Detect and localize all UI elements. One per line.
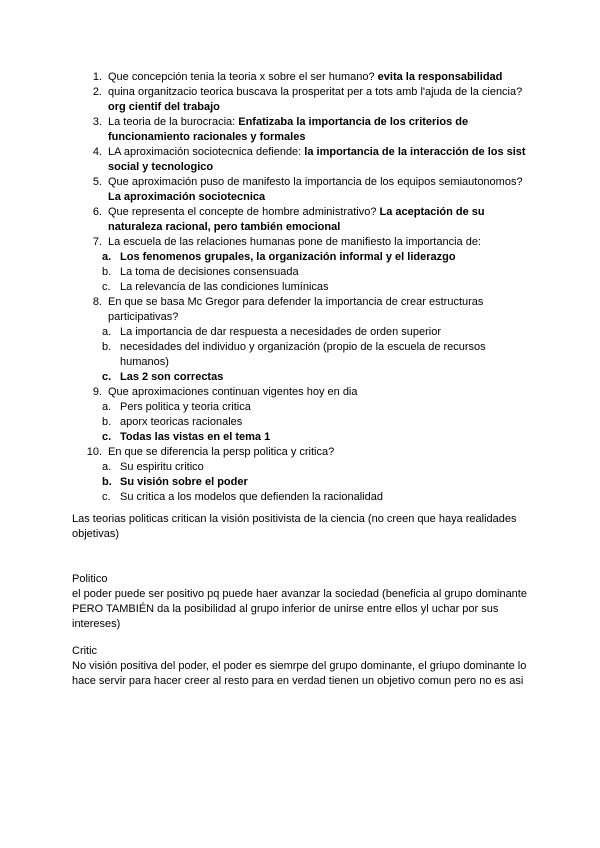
question-text: En que se diferencia la persp politica y critica? [108, 446, 335, 458]
option-text: Las 2 son correctas [120, 371, 224, 383]
option-a [84, 325, 536, 340]
option-letter: a. [102, 401, 112, 413]
question-text: Que representa el concepte de hombre administrativo? [108, 206, 377, 218]
politico-heading: Politico [72, 573, 108, 585]
option-letter: c. [102, 431, 112, 443]
question-text: Que aproximaciones continuan vigentes hoy en dia [108, 386, 358, 398]
question-text: LA aproximación sociotecnica defiende: [108, 146, 302, 158]
question-number: 6. [92, 206, 102, 218]
question-6 [84, 205, 536, 235]
question-9 [84, 385, 536, 400]
option-b [84, 475, 536, 490]
question-text: La escuela de las relaciones humanas pone de manifiesto la importancia de: [108, 236, 482, 248]
option-text: Su visión sobre el poder [120, 476, 248, 488]
question-text: quina organitzacio teorica buscava la prosperitat per a tots amb l'ajuda de la ciencia? [108, 86, 523, 98]
option-text: necesidades del individuo y organización (propio de la escuela de recursos humanos) [120, 341, 486, 368]
politico-text: el poder puede ser positivo pq puede haer avanzar la sociedad (beneficia al grupo dominante PERO TAMBIÉN da la posibilidad al grupo inferior de unirse entre ellos yl uchar por sus intereses) [72, 588, 527, 630]
question-text: En que se basa Mc Gregor para defender la importancia de crear estructuras participativas? [108, 296, 484, 323]
question-number: 7. [92, 236, 102, 248]
answer-text: La aceptación de su naturaleza racional, pero también emocional [108, 206, 485, 233]
option-letter: a. [102, 461, 112, 473]
option-a [84, 400, 536, 415]
question-8 [84, 295, 536, 325]
option-letter: b. [102, 416, 112, 428]
answer-text: evita la responsabilidad [377, 71, 503, 83]
answer-text: Enfatizaba la importancia de los criterios de funcionamiento racionales y formales [108, 116, 469, 143]
answer-text: org cientif del trabajo [108, 101, 220, 113]
answer-text: La aproximación sociotecnica [108, 191, 266, 203]
question-7 [84, 235, 536, 250]
option-text: La toma de decisiones consensuada [120, 266, 299, 278]
notes-intro: Las teorias politicas critican la visión positivista de la ciencia (no creen que haya realidades objetivas) [72, 513, 517, 540]
option-letter: c. [102, 371, 112, 383]
option-text: Pers politica y teoria critica [120, 401, 251, 413]
question-number: 9. [92, 386, 102, 398]
option-c [84, 280, 536, 295]
question-4 [84, 145, 536, 175]
option-letter: b. [102, 266, 112, 278]
question-number: 5. [92, 176, 102, 188]
question-text: Que concepción tenia la teoria x sobre el ser humano? [108, 71, 375, 83]
option-letter: c. [102, 281, 111, 293]
option-text: Todas las vistas en el tema 1 [120, 431, 271, 443]
option-letter: a. [102, 251, 112, 263]
critic-text: No visión positiva del poder, el poder es siemrpe del grupo dominante, el griupo dominante lo hace servir para hacer creer al resto para en verdad tienen un objetivo comun pero no es asi [72, 660, 527, 687]
question-text: La teoria de la burocracia: [108, 116, 236, 128]
option-letter: c. [102, 491, 111, 503]
question-3 [84, 115, 536, 145]
option-a [84, 250, 536, 265]
option-text: Su critica a los modelos que defienden la racionalidad [120, 491, 383, 503]
option-letter: b. [102, 476, 112, 488]
question-number: 2. [92, 86, 102, 98]
question-number: 8. [92, 296, 102, 308]
question-number: 10. [86, 446, 102, 458]
option-c [84, 490, 536, 505]
option-text: La importancia de dar respuesta a necesidades de orden superior [120, 326, 442, 338]
question-text: Que aproximación puso de manifesto la importancia de los equipos semiautonomos? [108, 176, 523, 188]
question-5 [84, 175, 536, 205]
option-letter: b. [102, 341, 112, 353]
question-number: 4. [92, 146, 102, 158]
question-number: 1. [92, 71, 102, 83]
option-b [84, 340, 536, 370]
option-text: aporx teoricas racionales [120, 416, 243, 428]
question-number: 3. [92, 116, 102, 128]
critic-heading: Critic [72, 645, 98, 657]
option-c [84, 430, 536, 445]
option-a [84, 460, 536, 475]
option-text: La relevancia de las condiciones lumínicas [120, 281, 329, 293]
option-letter: a. [102, 326, 112, 338]
option-text: Los fenomenos grupales, la organización informal y el liderazgo [120, 251, 456, 263]
question-2 [84, 85, 536, 115]
question-1 [84, 70, 536, 85]
answer-text: la importancia de la interacción de los sist social y tecnologico [108, 146, 526, 173]
option-c [84, 370, 536, 385]
option-b [84, 265, 536, 280]
option-text: Su espiritu critico [120, 461, 204, 473]
question-list [84, 70, 536, 505]
option-b [84, 415, 536, 430]
question-10 [84, 445, 536, 460]
